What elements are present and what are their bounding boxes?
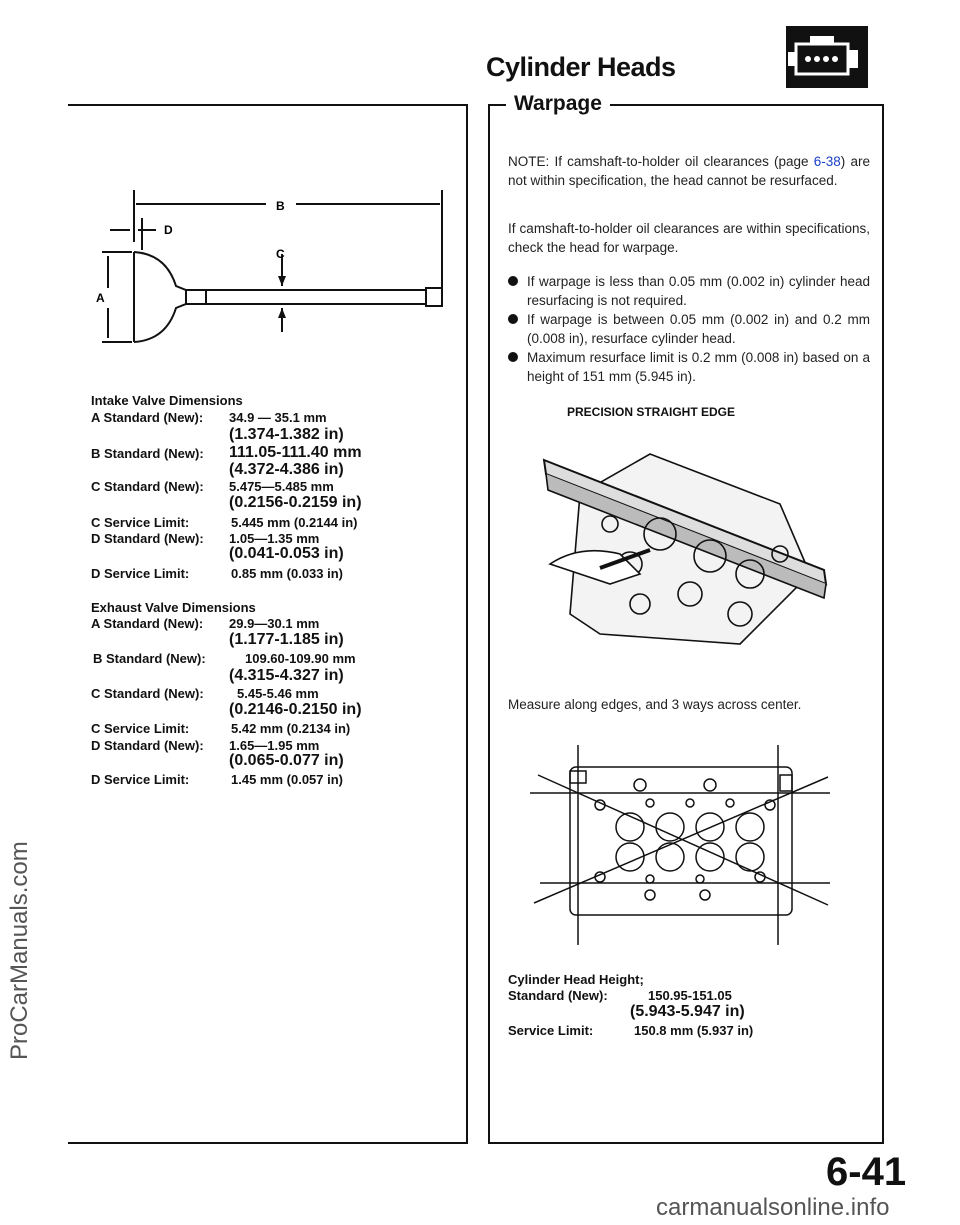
intake-a-label: A Standard (New): (91, 410, 204, 425)
straight-edge-illustration (540, 434, 830, 660)
intake-d-limit: 0.85 mm (0.033 in) (231, 566, 343, 581)
tool-label: PRECISION STRAIGHT EDGE (567, 405, 736, 419)
exhaust-d-label: D Standard (New): (91, 738, 204, 753)
intake-d-limit-label: D Service Limit: (91, 566, 190, 581)
bullet-icon (508, 352, 518, 362)
valve-dimension-diagram (96, 190, 456, 350)
intake-c-limit-label: C Service Limit: (91, 515, 190, 530)
head-height-limit: 150.8 mm (5.937 in) (634, 1023, 754, 1038)
exhaust-c-mm: 5.45-5.46 mm (237, 686, 319, 701)
head-height-limit-label: Service Limit: (508, 1023, 594, 1038)
exhaust-b-in: (4.315-4.327 in) (229, 667, 344, 684)
intake-a-mm: 34.9 — 35.1 mm (229, 410, 327, 425)
exhaust-d-in: (0.065-0.077 in) (229, 752, 344, 769)
measure-caption: Measure along edges, and 3 ways across center. (508, 697, 802, 712)
page-link-6-38[interactable]: 6-38 (813, 154, 841, 169)
exhaust-d-limit: 1.45 mm (0.057 in) (231, 772, 343, 787)
exhaust-a-label: A Standard (New): (91, 616, 204, 631)
side-watermark: ProCarManuals.com (6, 841, 33, 1060)
intake-d-in: (0.041-0.053 in) (229, 545, 344, 562)
head-height-std-in: (5.943-5.947 in) (630, 1003, 745, 1020)
head-height-std-mm: 150.95-151.05 (648, 988, 732, 1003)
label-a: A (96, 291, 105, 305)
intake-b-label: B Standard (New): (91, 446, 204, 461)
head-height-heading: Cylinder Head Height; (508, 972, 644, 987)
engine-section-icon (786, 26, 868, 88)
exhaust-d-limit-label: D Service Limit: (91, 772, 190, 787)
exhaust-c-limit: 5.42 mm (0.2134 in) (231, 721, 351, 736)
bullet-icon (508, 276, 518, 286)
intake-b-mm: 111.05-111.40 mm (229, 444, 362, 461)
exhaust-b-label: B Standard (New): (93, 651, 206, 666)
exhaust-a-mm: 29.9—30.1 mm (229, 616, 320, 631)
list-item: Maximum resurface limit is 0.2 mm (0.008 in) based on a height of 151 mm (5.945 in). (508, 348, 870, 386)
exhaust-heading: Exhaust Valve Dimensions (91, 600, 256, 615)
label-b: B (276, 199, 285, 213)
head-measurement-diagram (530, 745, 830, 945)
intake-b-in: (4.372-4.386 in) (229, 461, 344, 478)
warpage-note: NOTE: If camshaft-to-holder oil clearances (page 6-38) are not within specification, the head cannot be resurfaced. (508, 154, 870, 188)
exhaust-a-in: (1.177-1.185 in) (229, 631, 344, 648)
intake-d-label: D Standard (New): (91, 531, 204, 546)
bullet-icon (508, 314, 518, 324)
intake-d-mm: 1.05—1.35 mm (229, 531, 320, 546)
exhaust-c-limit-label: C Service Limit: (91, 721, 190, 736)
intake-c-limit: 5.445 mm (0.2144 in) (231, 515, 358, 530)
intake-heading: Intake Valve Dimensions (91, 393, 243, 408)
label-c: C (276, 247, 285, 261)
bottom-watermark: carmanualsonline.info (656, 1194, 890, 1221)
intake-c-label: C Standard (New): (91, 479, 204, 494)
exhaust-b-mm: 109.60-109.90 mm (245, 651, 356, 666)
intake-c-in: (0.2156-0.2159 in) (229, 494, 362, 511)
warpage-bullet-list (508, 272, 870, 386)
intake-a-in: (1.374-1.382 in) (229, 426, 344, 443)
exhaust-c-label: C Standard (New): (91, 686, 204, 701)
list-item: If warpage is between 0.05 mm (0.002 in) and 0.2 mm (0.008 in), resurface cylinder head. (508, 310, 870, 348)
warpage-paragraph: If camshaft-to-holder oil clearances are within specifications, check the head for warpage. (508, 221, 870, 255)
list-item: If warpage is less than 0.05 mm (0.002 in) cylinder head resurfacing is not required. (508, 272, 870, 310)
head-height-std-label: Standard (New): (508, 988, 608, 1003)
exhaust-c-in: (0.2146-0.2150 in) (229, 701, 362, 718)
exhaust-d-mm: 1.65—1.95 mm (229, 738, 320, 753)
page-title: Cylinder Heads (486, 52, 676, 82)
section-heading-warpage: Warpage (506, 92, 610, 116)
label-d: D (164, 223, 173, 237)
page-number: 6-41 (826, 1150, 907, 1194)
intake-c-mm: 5.475—5.485 mm (229, 479, 334, 494)
